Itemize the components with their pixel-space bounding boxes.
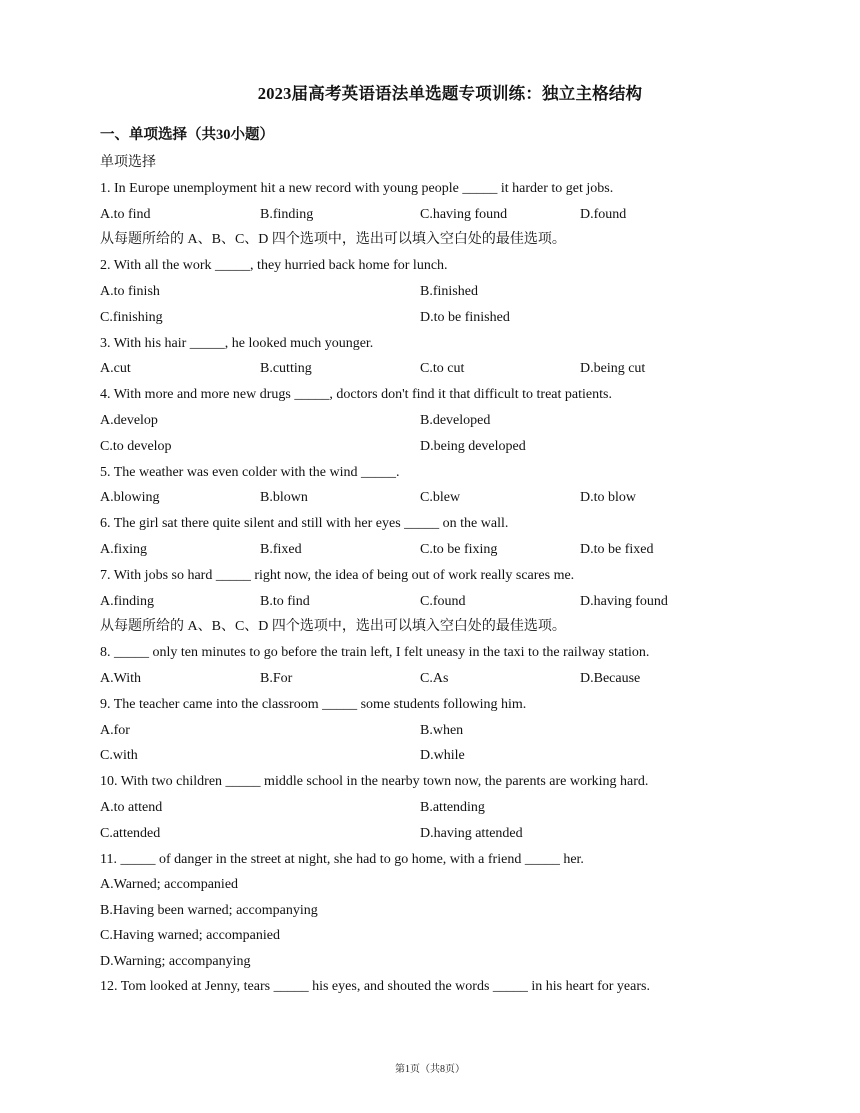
options-row xyxy=(100,434,740,460)
options-row xyxy=(100,718,740,744)
options-row xyxy=(100,666,740,692)
option-a: A.fixing xyxy=(100,541,148,557)
option-d: D.to be finished xyxy=(420,309,510,325)
instruction: 从每题所给的 A、B、C、D 四个选项中，选出可以填入空白处的最佳选项。 xyxy=(100,232,566,248)
options-row xyxy=(100,589,740,615)
option-c: C.having found xyxy=(420,206,508,222)
options-row xyxy=(100,537,740,563)
option-c: C.to cut xyxy=(420,361,465,377)
option-a: A.cut xyxy=(100,361,131,377)
question-stem: 10. With two children _____ middle school in the nearby town now, the parents are working hard. xyxy=(100,774,649,790)
subheading: 单项选择 xyxy=(100,155,156,170)
option-c: C.found xyxy=(420,593,466,609)
option-b: B.blown xyxy=(260,490,308,506)
question-list xyxy=(100,150,740,1000)
question-stem: 3. With his hair _____, he looked much younger. xyxy=(100,335,374,351)
question-stem: 8. _____ only ten minutes to go before the train left, I felt uneasy in the taxi to the railway station. xyxy=(100,645,650,661)
question-stem: 4. With more and more new drugs _____, doctors don't find it that difficult to treat patients. xyxy=(100,387,612,403)
option-a: A.to finish xyxy=(100,283,160,299)
option-d: D.being cut xyxy=(580,361,646,377)
option-c: C.attended xyxy=(100,825,161,841)
option-d: D.Warning; accompanying xyxy=(100,953,251,969)
options-row xyxy=(100,202,740,228)
option-d: D.to blow xyxy=(580,490,636,506)
options-row xyxy=(100,795,740,821)
option-c: C.finishing xyxy=(100,309,163,325)
option-b: B.finished xyxy=(420,283,478,299)
page-footer: 第1页（共8页） xyxy=(395,1064,465,1075)
option-a: A.to attend xyxy=(100,799,163,815)
option-d: D.Because xyxy=(580,670,641,686)
option-c: C.with xyxy=(100,748,138,764)
option-b: B.when xyxy=(420,722,464,738)
question-stem: 9. The teacher came into the classroom _____ some students following him. xyxy=(100,696,527,712)
options-row xyxy=(100,743,740,769)
option-a: A.With xyxy=(100,670,142,686)
options-row xyxy=(100,279,740,305)
option-a: A.to find xyxy=(100,206,151,222)
options-row xyxy=(100,356,740,382)
option-a: A.finding xyxy=(100,593,155,609)
option-c: C.As xyxy=(420,670,449,686)
options-row xyxy=(100,408,740,434)
option-c: C.to be fixing xyxy=(420,541,498,557)
option-b: B.attending xyxy=(420,799,485,815)
option-b: B.For xyxy=(260,670,293,686)
option-d: D.having found xyxy=(580,593,668,609)
option-b: B.to find xyxy=(260,593,310,609)
option-a: A.develop xyxy=(100,412,158,428)
option-b: B.cutting xyxy=(260,361,312,377)
option-b: B.developed xyxy=(420,412,491,428)
option-b: B.Having been warned; accompanying xyxy=(100,902,318,918)
option-b: B.finding xyxy=(260,206,314,222)
section-heading: 一、单项选择（共30小题） xyxy=(100,127,274,143)
options-row xyxy=(100,305,740,331)
option-a: A.blowing xyxy=(100,490,160,506)
option-c: C.blew xyxy=(420,490,461,506)
options-row xyxy=(100,485,740,511)
instruction: 从每题所给的 A、B、C、D 四个选项中，选出可以填入空白处的最佳选项。 xyxy=(100,619,566,635)
option-d: D.being developed xyxy=(420,438,526,454)
question-stem: 2. With all the work _____, they hurried back home for lunch. xyxy=(100,258,448,274)
question-stem: 6. The girl sat there quite silent and still with her eyes _____ on the wall. xyxy=(100,516,509,532)
question-stem: 11. _____ of danger in the street at night, she had to go home, with a friend _____ her. xyxy=(100,851,584,867)
question-stem: 12. Tom looked at Jenny, tears _____ his eyes, and shouted the words _____ in his heart for years. xyxy=(100,979,650,995)
option-b: B.fixed xyxy=(260,541,302,557)
option-c: C.Having warned; accompanied xyxy=(100,928,280,944)
option-d: D.while xyxy=(420,748,465,764)
option-d: D.having attended xyxy=(420,825,523,841)
question-stem: 1. In Europe unemployment hit a new record with young people _____ it harder to get jobs. xyxy=(100,180,614,196)
option-c: C.to develop xyxy=(100,438,172,454)
question-stem: 7. With jobs so hard _____ right now, the idea of being out of work really scares me. xyxy=(100,567,575,583)
option-d: D.to be fixed xyxy=(580,541,654,557)
option-a: A.Warned; accompanied xyxy=(100,877,239,893)
page-title: 2023届高考英语语法单选题专项训练：独立主格结构 xyxy=(257,84,643,103)
option-d: D.found xyxy=(580,206,627,222)
question-stem: 5. The weather was even colder with the wind _____. xyxy=(100,464,400,480)
option-a: A.for xyxy=(100,722,130,738)
options-row xyxy=(100,821,740,847)
